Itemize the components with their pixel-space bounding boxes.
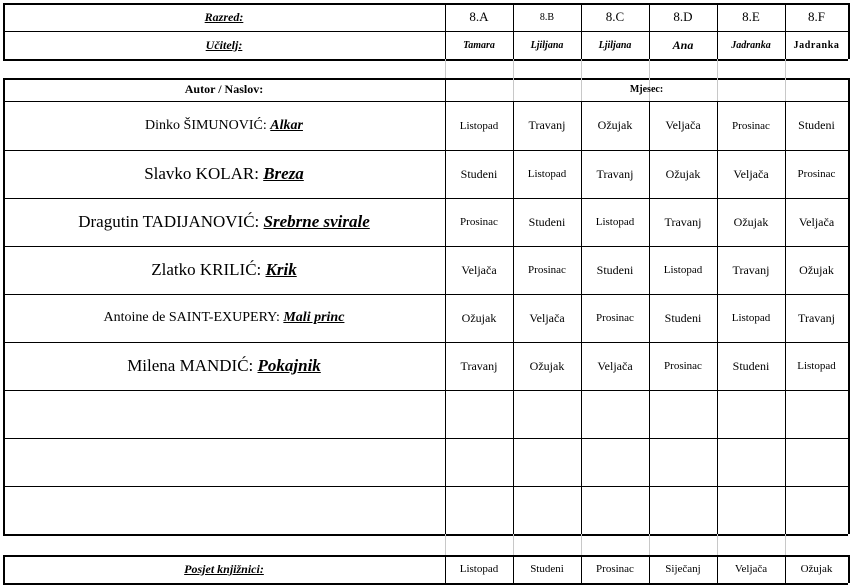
author-name: Milena MANDIĆ: — [127, 356, 258, 375]
razred-label: Razred: — [204, 9, 244, 24]
rule-line — [848, 3, 850, 59]
month-cell: Ožujak — [665, 166, 701, 181]
month-cell: Studeni — [596, 262, 634, 277]
month-cell: Listopad — [527, 168, 567, 180]
empty-title-cell — [3, 438, 445, 486]
empty-month-cell — [445, 438, 513, 486]
rule-line — [3, 534, 848, 536]
rule-line — [785, 59, 786, 78]
teacher-name: Ana — [672, 37, 694, 52]
month-cell: Prosinac — [528, 264, 566, 276]
book-entry — [3, 150, 445, 198]
author-name: Zlatko KRILIĆ: — [151, 260, 266, 279]
empty-month-cell — [785, 486, 848, 534]
empty-month-cell — [513, 486, 581, 534]
empty-month-cell — [649, 438, 717, 486]
empty-month-cell — [785, 390, 848, 438]
visit-month-cell: Prosinac — [596, 563, 634, 575]
library-visit-label: Posjet knjižnici: — [184, 561, 264, 576]
visit-month-cell: Listopad — [459, 563, 499, 575]
month-cell: Listopad — [459, 119, 499, 132]
teacher-name: Ljiljana — [598, 39, 632, 51]
empty-month-cell — [649, 486, 717, 534]
month-cell: Veljača — [461, 262, 497, 277]
rule-line — [581, 534, 582, 555]
month-cell: Ožujak — [799, 262, 834, 277]
book-title: Mali princ — [283, 310, 345, 325]
rule-line — [513, 534, 514, 555]
author-name: Dragutin TADIJANOVIĆ: — [78, 212, 264, 231]
book-entry — [3, 294, 445, 342]
class-8f: 8.F — [808, 9, 825, 24]
book-entry — [3, 198, 445, 246]
class-8e: 8.E — [742, 9, 760, 24]
empty-month-cell — [445, 390, 513, 438]
empty-month-cell — [717, 390, 785, 438]
month-cell: Studeni — [732, 358, 770, 373]
month-cell: Travanj — [798, 310, 835, 325]
ucitelj-label: Učitelj: — [205, 37, 243, 52]
month-cell: Veljača — [733, 166, 769, 181]
empty-month-cell — [581, 438, 649, 486]
month-cell: Studeni — [798, 118, 835, 132]
book-title: Krik — [265, 260, 297, 279]
class-8d: 8.D — [673, 9, 693, 24]
rule-line — [717, 59, 718, 78]
month-cell: Studeni — [460, 166, 498, 181]
rule-line — [3, 583, 848, 585]
month-cell: Listopad — [797, 360, 836, 372]
class-8a: 8.A — [469, 9, 489, 24]
month-cell: Listopad — [663, 264, 703, 276]
visit-month-cell: Siječanj — [665, 563, 701, 575]
month-cell: Veljača — [529, 310, 565, 325]
empty-month-cell — [581, 390, 649, 438]
visit-month-cell: Studeni — [530, 563, 564, 575]
month-cell: Prosinac — [664, 360, 702, 372]
month-cell: Ožujak — [733, 214, 769, 229]
month-cell: Studeni — [664, 310, 702, 325]
rule-line — [649, 59, 650, 78]
month-cell: Veljača — [665, 118, 701, 132]
month-cell: Travanj — [732, 262, 770, 277]
month-cell: Ožujak — [461, 310, 497, 325]
author-title-header: Autor / Naslov: — [184, 82, 264, 96]
month-cell: Listopad — [731, 312, 771, 324]
month-cell: Travanj — [596, 166, 634, 181]
empty-month-cell — [445, 486, 513, 534]
month-cell: Travanj — [528, 118, 566, 132]
rule-line — [717, 534, 718, 555]
month-cell: Travanj — [460, 358, 498, 373]
book-title: Alkar — [270, 117, 303, 133]
empty-title-cell — [3, 486, 445, 534]
month-cell: Prosinac — [732, 119, 770, 132]
book-entry — [3, 101, 445, 150]
teacher-name: Tamara — [463, 39, 495, 51]
teacher-name: Jadranka — [731, 39, 771, 51]
teacher-name: Ljiljana — [530, 39, 564, 51]
book-title: Breza — [263, 164, 304, 183]
month-header: Mjesec: — [629, 84, 664, 95]
empty-month-cell — [581, 486, 649, 534]
rule-line — [785, 534, 786, 555]
class-8b: 8.B — [539, 11, 555, 23]
class-8c: 8.C — [605, 9, 625, 24]
rule-line — [848, 78, 850, 534]
author-name: Slavko KOLAR: — [144, 164, 264, 183]
author-name: Dinko ŠIMUNOVIĆ: — [145, 117, 271, 133]
empty-month-cell — [717, 486, 785, 534]
month-cell: Listopad — [595, 216, 635, 228]
month-cell: Prosinac — [596, 312, 634, 324]
empty-month-cell — [785, 438, 848, 486]
month-cell: Veljača — [798, 214, 835, 229]
month-cell: Prosinac — [797, 168, 836, 180]
book-title: Srebrne svirale — [263, 212, 370, 231]
rule-line — [3, 59, 848, 61]
book-title: Pokajnik — [257, 356, 321, 375]
rule-line — [848, 555, 850, 583]
rule-line — [445, 59, 446, 78]
author-name: Antoine de SAINT-EXUPERY: — [103, 310, 284, 325]
empty-month-cell — [513, 390, 581, 438]
month-cell: Travanj — [664, 214, 702, 229]
empty-month-cell — [513, 438, 581, 486]
rule-line — [513, 59, 514, 78]
month-cell: Veljača — [597, 358, 633, 373]
schedule-sheet — [3, 3, 848, 584]
empty-month-cell — [717, 438, 785, 486]
rule-line — [649, 534, 650, 555]
visit-month-cell: Veljača — [734, 563, 768, 575]
rule-line — [445, 534, 446, 555]
book-entry — [3, 246, 445, 294]
month-cell: Prosinac — [460, 216, 498, 228]
rule-line — [581, 59, 582, 78]
teacher-name: Jadranka — [793, 39, 840, 51]
month-cell: Ožujak — [529, 358, 565, 373]
empty-month-cell — [649, 390, 717, 438]
month-cell: Studeni — [528, 214, 566, 229]
month-cell: Ožujak — [597, 118, 633, 132]
book-entry — [3, 342, 445, 390]
empty-title-cell — [3, 390, 445, 438]
visit-month-cell: Ožujak — [800, 563, 833, 575]
